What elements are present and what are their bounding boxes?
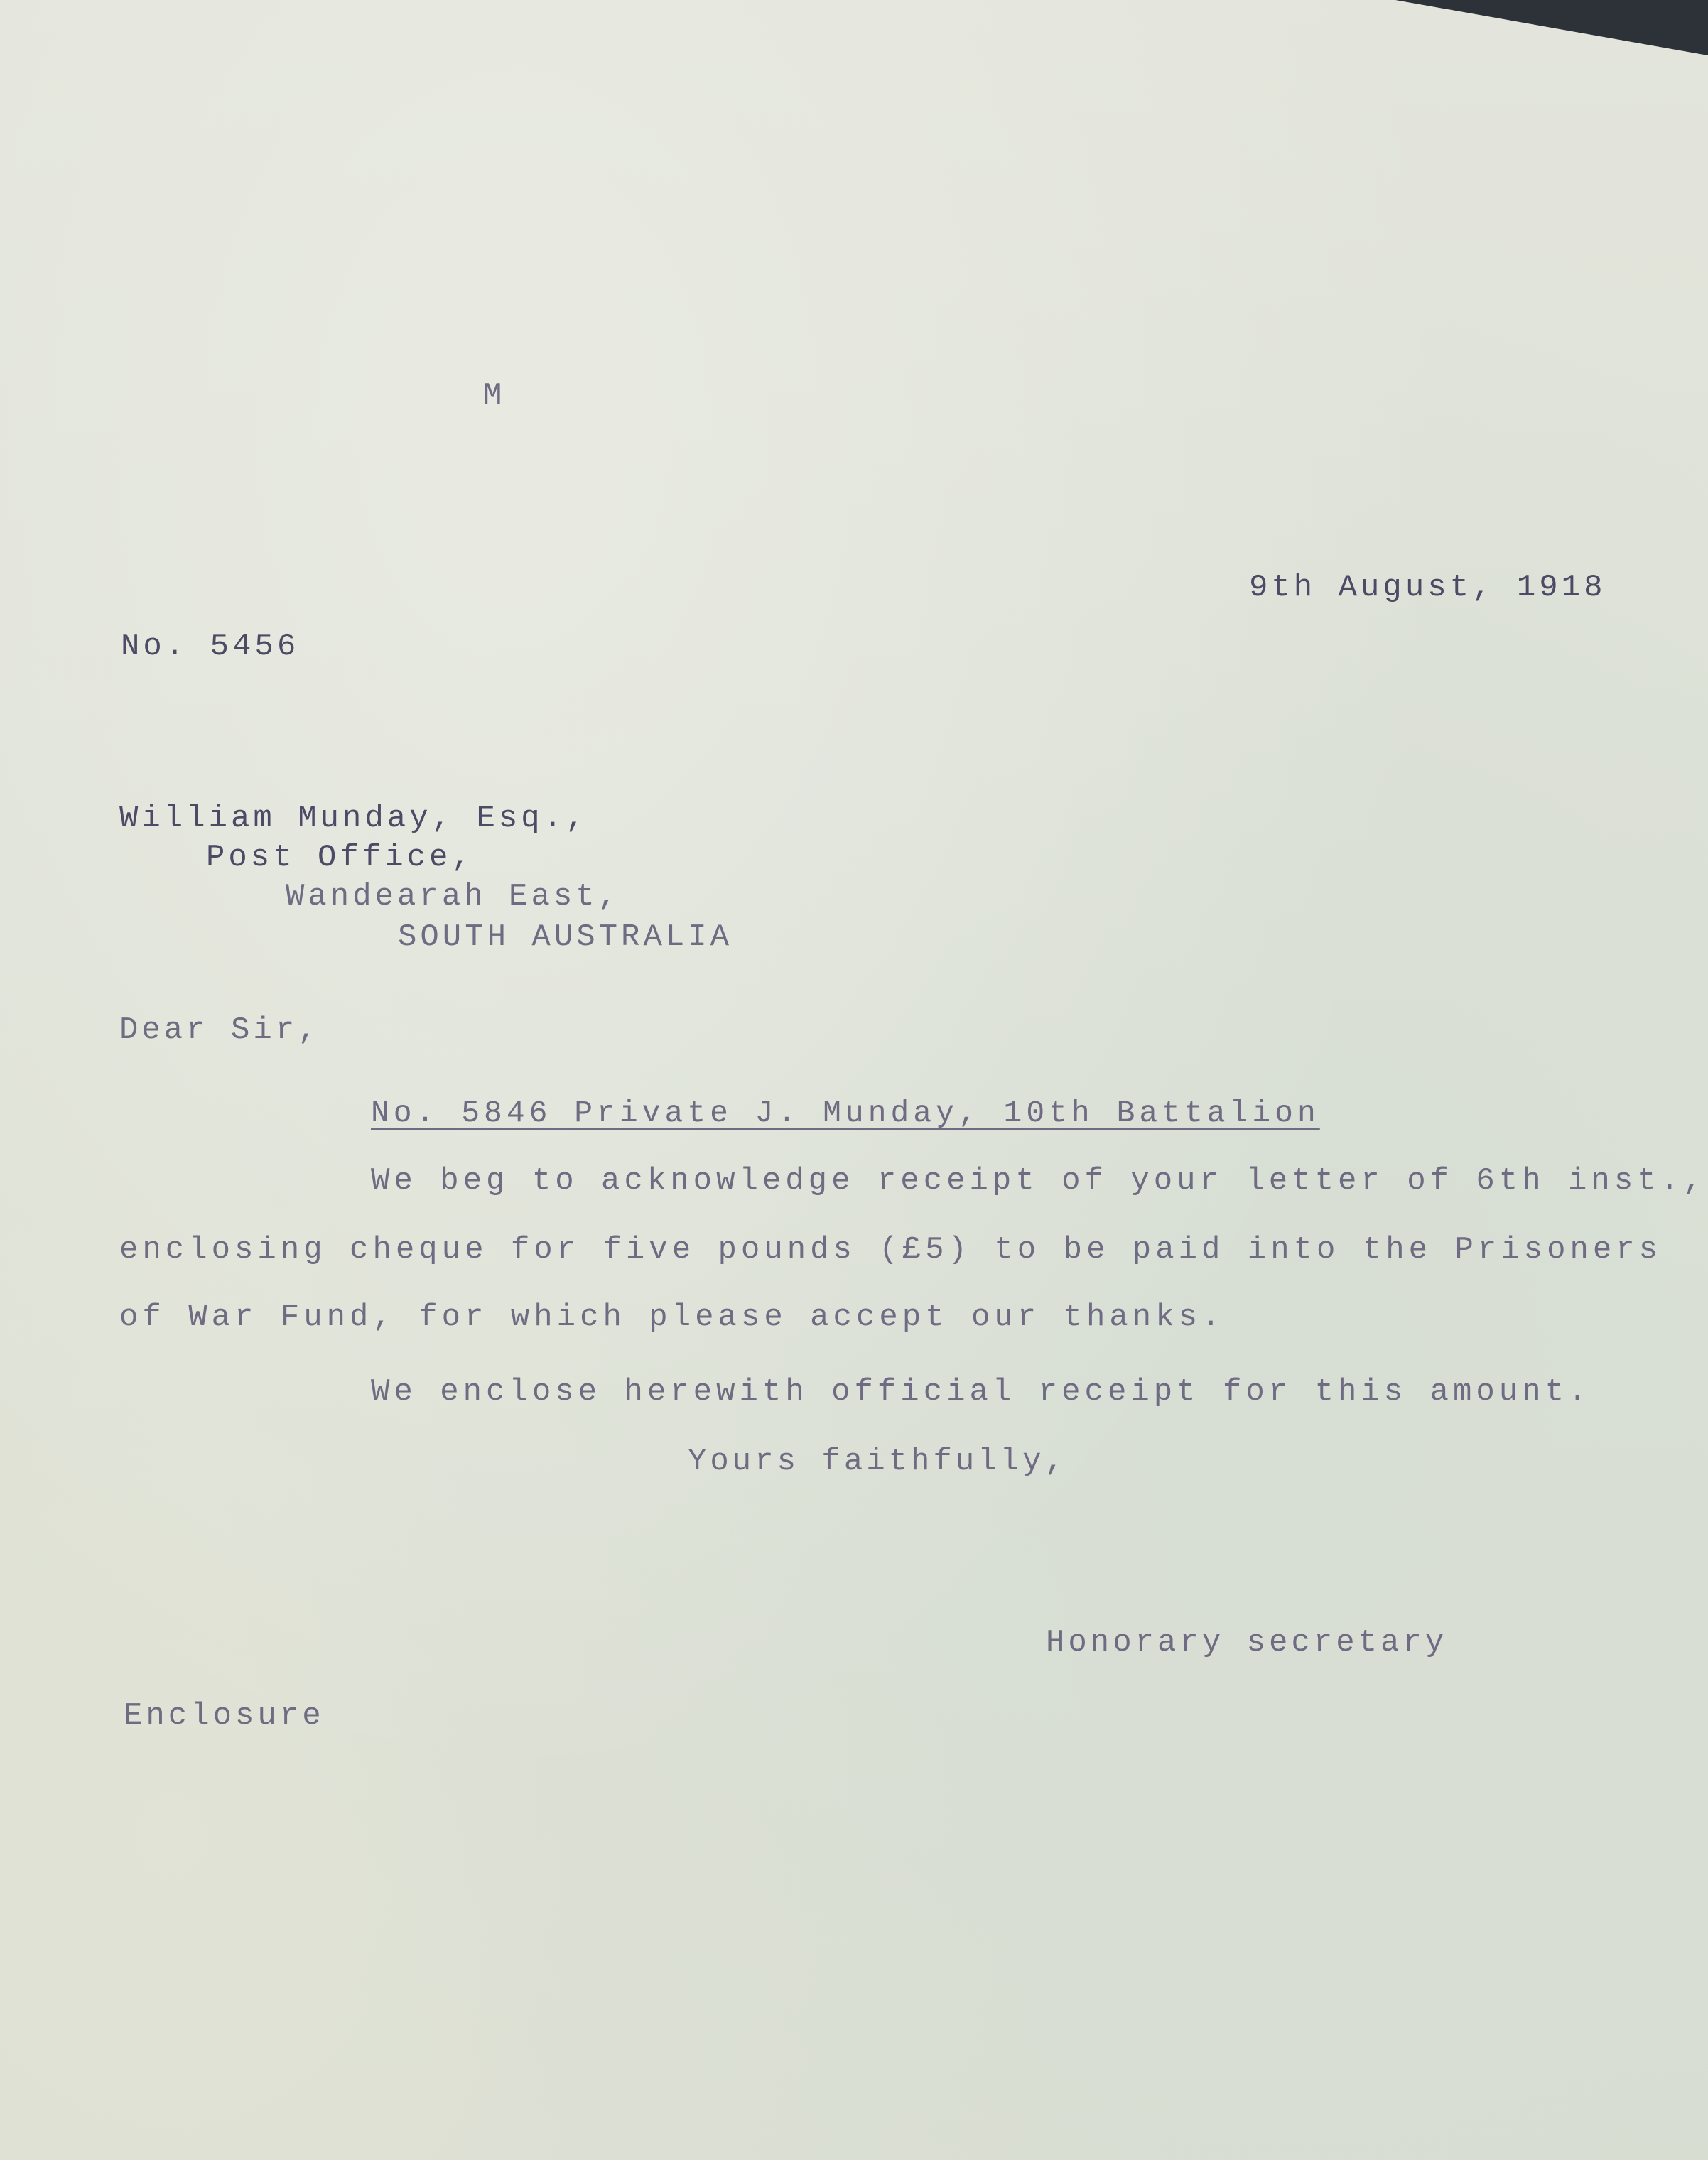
body-paragraph-1-line-2: enclosing cheque for five pounds (£5) to be paid into the Prisoners [119, 1232, 1663, 1268]
address-line-1: William Munday, Esq., [119, 801, 588, 836]
page-corner-shadow [1395, 0, 1708, 55]
address-line-3: Wandearah East, [286, 879, 621, 914]
salutation: Dear Sir, [119, 1012, 320, 1048]
letter-initial: M [483, 378, 506, 414]
body-paragraph-1-line-3: of War Fund, for which please accept our thanks. [119, 1300, 1225, 1335]
enclosure-note: Enclosure [124, 1698, 325, 1734]
body-paragraph-1-line-1: We beg to acknowledge receipt of your letter of 6th inst., [371, 1163, 1707, 1199]
reference-number: No. 5456 [121, 629, 300, 664]
subject-line: No. 5846 Private J. Munday, 10th Battalion [371, 1096, 1320, 1130]
signatory-title: Honorary secretary [1046, 1625, 1448, 1660]
closing: Yours faithfully, [688, 1444, 1067, 1479]
address-line-4: SOUTH AUSTRALIA [398, 919, 733, 955]
letter-date: 9th August, 1918 [1249, 570, 1606, 605]
address-line-2: Post Office, [206, 840, 474, 875]
body-paragraph-2: We enclose herewith official receipt for this amount. [371, 1374, 1591, 1410]
